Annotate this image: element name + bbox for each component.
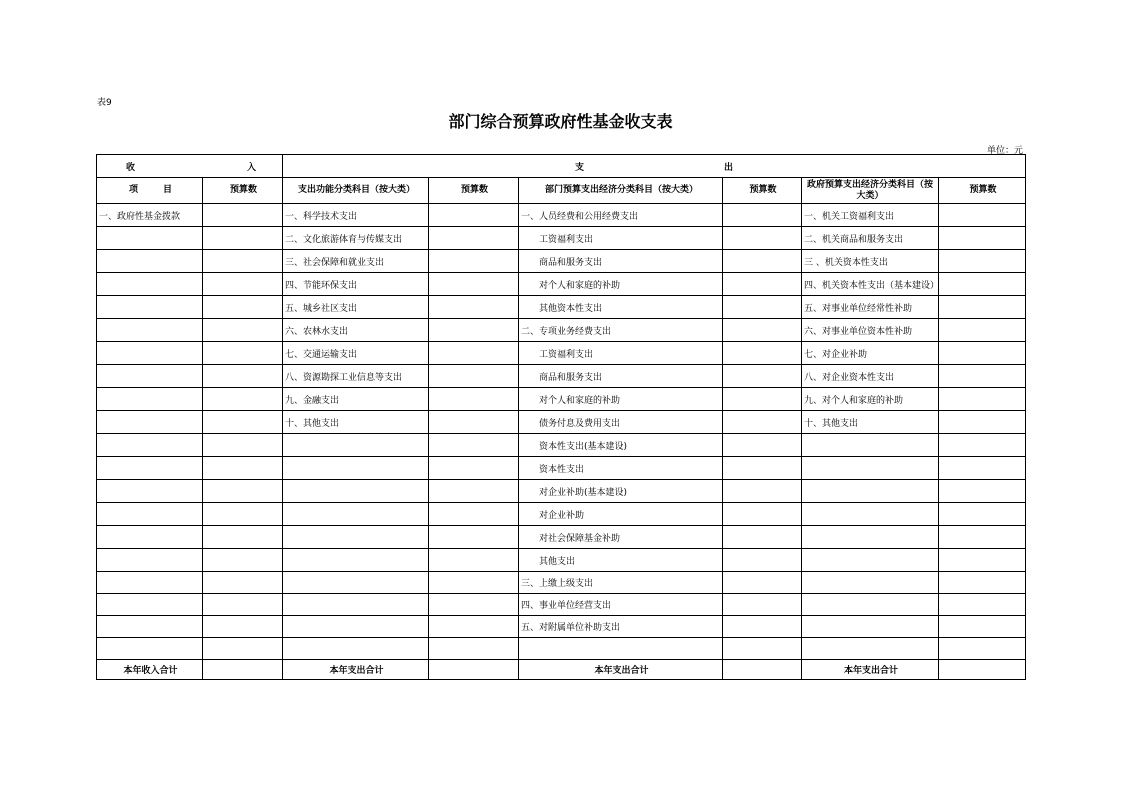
col-dept-econ-header: 部门预算支出经济分类科目（按大类）	[519, 178, 723, 204]
income-budget-cell	[203, 549, 283, 572]
gov-econ-cell: 八、对企业资本性支出	[802, 365, 939, 388]
func-budget-cell	[429, 638, 519, 660]
gov-econ-cell	[802, 616, 939, 638]
table-row	[97, 342, 1026, 365]
dept-econ-cell: 工资福利支出	[519, 342, 723, 365]
gov-econ-cell	[802, 572, 939, 594]
table-row	[97, 227, 1026, 250]
income-budget-cell	[203, 526, 283, 549]
gov-budget-cell	[939, 273, 1026, 296]
page-title: 部门综合预算政府性基金收支表	[448, 112, 673, 131]
gov-econ-cell	[802, 526, 939, 549]
dept-econ-cell: 对企业补助	[519, 503, 723, 526]
gov-econ-cell: 三 、机关资本性支出	[802, 250, 939, 273]
gov-budget-cell	[939, 572, 1026, 594]
table-row	[97, 616, 1026, 638]
income-budget-cell	[203, 572, 283, 594]
col-func-header: 支出功能分类科目（按大类）	[283, 178, 429, 204]
income-cell	[97, 572, 203, 594]
func-cell: 九、金融支出	[283, 388, 429, 411]
func-cell: 四、节能环保支出	[283, 273, 429, 296]
gov-econ-cell	[802, 457, 939, 480]
totals-row	[97, 660, 1026, 680]
func-budget-cell	[429, 503, 519, 526]
dept-budget-cell	[723, 434, 802, 457]
func-budget-cell	[429, 457, 519, 480]
gov-budget-cell	[939, 434, 1026, 457]
dept-econ-cell: 商品和服务支出	[519, 250, 723, 273]
col-budget-header: 预算数	[939, 178, 1026, 204]
gov-econ-cell: 九、对个人和家庭的补助	[802, 388, 939, 411]
gov-econ-cell: 六、对事业单位资本性补助	[802, 319, 939, 342]
table-row	[97, 549, 1026, 572]
table-row	[97, 296, 1026, 319]
gov-budget-cell	[939, 503, 1026, 526]
income-budget-cell	[203, 616, 283, 638]
func-budget-cell	[429, 365, 519, 388]
func-budget-cell	[429, 388, 519, 411]
dept-budget-cell	[723, 638, 802, 660]
gov-budget-cell	[939, 594, 1026, 616]
income-cell	[97, 342, 203, 365]
income-cell: 一、政府性基金拨款	[97, 204, 203, 227]
func-cell: 八、资源勘探工业信息等支出	[283, 365, 429, 388]
income-budget-cell	[203, 434, 283, 457]
dept-budget-cell	[723, 594, 802, 616]
gov-econ-cell: 一、机关工资福利支出	[802, 204, 939, 227]
func-budget-cell	[429, 480, 519, 503]
gov-econ-cell: 七、对企业补助	[802, 342, 939, 365]
func-cell	[283, 638, 429, 660]
func-budget-cell	[429, 434, 519, 457]
income-header: 收 入	[97, 155, 283, 178]
income-budget-cell	[203, 480, 283, 503]
func-cell	[283, 457, 429, 480]
total-dept-label: 本年支出合计	[519, 660, 723, 680]
header-row-columns	[97, 178, 1026, 204]
gov-econ-cell	[802, 434, 939, 457]
func-budget-cell	[429, 594, 519, 616]
gov-budget-cell	[939, 204, 1026, 227]
dept-budget-cell	[723, 204, 802, 227]
income-cell	[97, 526, 203, 549]
total-func-label: 本年支出合计	[283, 660, 429, 680]
dept-budget-cell	[723, 227, 802, 250]
income-budget-cell	[203, 342, 283, 365]
func-cell	[283, 616, 429, 638]
dept-econ-cell: 债务付息及费用支出	[519, 411, 723, 434]
func-budget-cell	[429, 319, 519, 342]
table-row	[97, 250, 1026, 273]
dept-econ-cell: 五、对附属单位补助支出	[519, 616, 723, 638]
income-cell	[97, 549, 203, 572]
dept-econ-cell: 对个人和家庭的补助	[519, 388, 723, 411]
unit-label: 单位：元	[986, 146, 1023, 156]
table-row	[97, 594, 1026, 616]
func-cell: 二、文化旅游体育与传媒支出	[283, 227, 429, 250]
func-cell: 一、科学技术支出	[283, 204, 429, 227]
col-budget-header: 预算数	[203, 178, 283, 204]
func-budget-cell	[429, 227, 519, 250]
func-cell: 七、交通运输支出	[283, 342, 429, 365]
table-row	[97, 365, 1026, 388]
income-cell	[97, 480, 203, 503]
gov-budget-cell	[939, 319, 1026, 342]
dept-econ-cell: 三、上缴上级支出	[519, 572, 723, 594]
total-income-budget	[203, 660, 283, 680]
func-budget-cell	[429, 616, 519, 638]
table-row	[97, 319, 1026, 342]
gov-econ-cell: 二、机关商品和服务支出	[802, 227, 939, 250]
func-cell: 六、农林水支出	[283, 319, 429, 342]
income-cell	[97, 273, 203, 296]
dept-budget-cell	[723, 549, 802, 572]
gov-econ-cell: 十、其他支出	[802, 411, 939, 434]
income-budget-cell	[203, 319, 283, 342]
gov-econ-cell: 四、机关资本性支出（基本建设）	[802, 273, 939, 296]
func-budget-cell	[429, 204, 519, 227]
fund-budget-table	[96, 154, 1026, 680]
func-cell	[283, 594, 429, 616]
table-row	[97, 204, 1026, 227]
total-gov-label: 本年支出合计	[802, 660, 939, 680]
col-item-header: 项 目	[97, 178, 203, 204]
func-budget-cell	[429, 526, 519, 549]
dept-budget-cell	[723, 457, 802, 480]
table-row	[97, 480, 1026, 503]
income-budget-cell	[203, 388, 283, 411]
gov-econ-cell	[802, 549, 939, 572]
income-budget-cell	[203, 365, 283, 388]
income-cell	[97, 434, 203, 457]
dept-budget-cell	[723, 250, 802, 273]
gov-budget-cell	[939, 365, 1026, 388]
dept-budget-cell	[723, 526, 802, 549]
income-cell	[97, 594, 203, 616]
func-cell	[283, 526, 429, 549]
table-row	[97, 457, 1026, 480]
gov-econ-cell	[802, 638, 939, 660]
income-budget-cell	[203, 457, 283, 480]
total-income-label: 本年收入合计	[97, 660, 203, 680]
dept-econ-cell: 二、专项业务经费支出	[519, 319, 723, 342]
income-budget-cell	[203, 250, 283, 273]
income-cell	[97, 388, 203, 411]
table-row	[97, 273, 1026, 296]
dept-budget-cell	[723, 503, 802, 526]
dept-econ-cell: 商品和服务支出	[519, 365, 723, 388]
dept-econ-cell: 一、人员经费和公用经费支出	[519, 204, 723, 227]
income-cell	[97, 250, 203, 273]
func-cell	[283, 572, 429, 594]
gov-budget-cell	[939, 616, 1026, 638]
gov-budget-cell	[939, 638, 1026, 660]
dept-econ-cell: 其他资本性支出	[519, 296, 723, 319]
income-budget-cell	[203, 204, 283, 227]
gov-econ-cell	[802, 503, 939, 526]
func-cell: 五、城乡社区支出	[283, 296, 429, 319]
func-budget-cell	[429, 572, 519, 594]
dept-econ-cell	[519, 638, 723, 660]
income-budget-cell	[203, 638, 283, 660]
dept-budget-cell	[723, 296, 802, 319]
table-row	[97, 434, 1026, 457]
total-dept-budget	[723, 660, 802, 680]
func-budget-cell	[429, 296, 519, 319]
dept-econ-cell: 其他支出	[519, 549, 723, 572]
header-row-top	[97, 155, 1026, 178]
func-cell	[283, 503, 429, 526]
dept-econ-cell: 对企业补助(基本建设)	[519, 480, 723, 503]
table-row	[97, 572, 1026, 594]
income-budget-cell	[203, 411, 283, 434]
dept-budget-cell	[723, 273, 802, 296]
func-budget-cell	[429, 250, 519, 273]
table-row	[97, 411, 1026, 434]
income-cell	[97, 365, 203, 388]
income-cell	[97, 457, 203, 480]
gov-econ-cell: 五、对事业单位经常性补助	[802, 296, 939, 319]
col-budget-header: 预算数	[429, 178, 519, 204]
total-gov-budget	[939, 660, 1026, 680]
total-func-budget	[429, 660, 519, 680]
dept-budget-cell	[723, 480, 802, 503]
func-budget-cell	[429, 342, 519, 365]
gov-budget-cell	[939, 250, 1026, 273]
dept-budget-cell	[723, 572, 802, 594]
income-budget-cell	[203, 273, 283, 296]
income-cell	[97, 616, 203, 638]
dept-econ-cell: 四、事业单位经营支出	[519, 594, 723, 616]
income-budget-cell	[203, 296, 283, 319]
gov-econ-cell	[802, 594, 939, 616]
func-cell	[283, 480, 429, 503]
gov-budget-cell	[939, 549, 1026, 572]
dept-budget-cell	[723, 411, 802, 434]
income-budget-cell	[203, 594, 283, 616]
table-row	[97, 388, 1026, 411]
func-cell: 十、其他支出	[283, 411, 429, 434]
dept-econ-cell: 工资福利支出	[519, 227, 723, 250]
table-row	[97, 526, 1026, 549]
table-number: 表9	[97, 98, 112, 108]
income-cell	[97, 319, 203, 342]
income-cell	[97, 296, 203, 319]
dept-econ-cell: 资本性支出	[519, 457, 723, 480]
gov-budget-cell	[939, 526, 1026, 549]
income-cell	[97, 227, 203, 250]
gov-budget-cell	[939, 411, 1026, 434]
gov-budget-cell	[939, 457, 1026, 480]
func-cell: 三、社会保障和就业支出	[283, 250, 429, 273]
col-gov-econ-header: 政府预算支出经济分类科目（按大类）	[802, 178, 939, 204]
dept-budget-cell	[723, 342, 802, 365]
income-budget-cell	[203, 227, 283, 250]
gov-budget-cell	[939, 480, 1026, 503]
gov-budget-cell	[939, 296, 1026, 319]
income-cell	[97, 638, 203, 660]
income-budget-cell	[203, 503, 283, 526]
dept-econ-cell: 资本性支出(基本建设)	[519, 434, 723, 457]
gov-budget-cell	[939, 388, 1026, 411]
dept-budget-cell	[723, 616, 802, 638]
func-cell	[283, 549, 429, 572]
gov-budget-cell	[939, 342, 1026, 365]
func-budget-cell	[429, 411, 519, 434]
table-row	[97, 503, 1026, 526]
dept-budget-cell	[723, 365, 802, 388]
func-cell	[283, 434, 429, 457]
dept-econ-cell: 对个人和家庭的补助	[519, 273, 723, 296]
func-budget-cell	[429, 549, 519, 572]
expense-header: 支 出	[283, 155, 1026, 178]
income-cell	[97, 411, 203, 434]
income-cell	[97, 503, 203, 526]
table-row	[97, 638, 1026, 660]
col-budget-header: 预算数	[723, 178, 802, 204]
dept-econ-cell: 对社会保障基金补助	[519, 526, 723, 549]
dept-budget-cell	[723, 388, 802, 411]
func-budget-cell	[429, 273, 519, 296]
dept-budget-cell	[723, 319, 802, 342]
gov-econ-cell	[802, 480, 939, 503]
gov-budget-cell	[939, 227, 1026, 250]
